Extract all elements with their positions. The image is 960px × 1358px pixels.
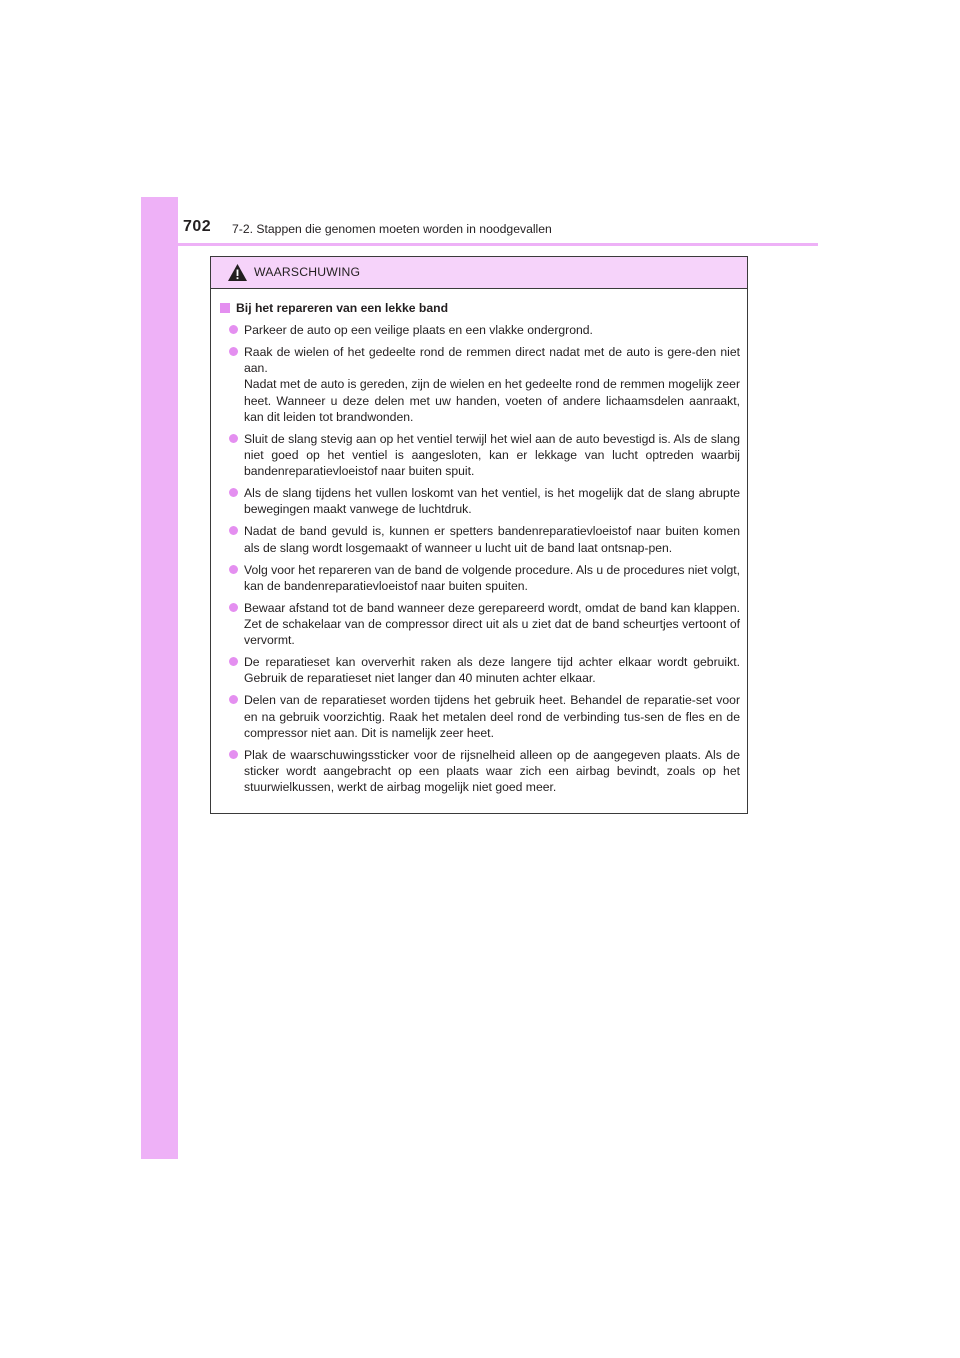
chapter-side-tab <box>141 197 178 1159</box>
list-item <box>219 600 740 649</box>
bullet-dot-icon <box>229 526 238 535</box>
list-item <box>219 523 740 555</box>
section-title: 7-2. Stappen die genomen moeten worden in noodgevallen <box>232 222 552 236</box>
list-item-text: Parkeer de auto op een veilige plaats en een vlakke ondergrond. <box>244 323 593 337</box>
bullet-dot-icon <box>229 750 238 759</box>
warning-triangle-icon <box>227 263 248 287</box>
list-item <box>219 431 740 480</box>
square-bullet-icon <box>220 303 230 313</box>
list-item-text: Sluit de slang stevig aan op het ventiel terwijl het wiel aan de auto bevestigd is. Als de slang niet goed op het ventiel is aangesloten, kan er lekkage van lucht optreden waarbij bandenreparatievloeistof naar buiten spuit. <box>244 431 740 479</box>
list-item-text: Bewaar afstand tot de band wanneer deze gerepareerd wordt, omdat de band kan klappen. Zet de schakelaar van de compressor direct uit als u ziet dat de band scheurtjes vertoont of vervormt. <box>244 600 740 648</box>
warning-box <box>210 256 748 814</box>
list-item-text: Raak de wielen of het gedeelte rond de remmen direct nadat met de auto is gere-den niet aan. Nadat met de auto is gereden, zijn de wielen en het gedeelte rond de remmen mogelijk zeer heet. Wanneer u deze delen met uw handen, voeten of andere lichaamsdelen aanraakt, kan dit leiden tot brandwonden. <box>244 345 740 424</box>
list-item <box>219 654 740 686</box>
list-item <box>219 485 740 517</box>
list-item-text: Nadat de band gevuld is, kunnen er spetters bandenreparatievloeistof naar buiten komen als de slang wordt losgemaakt of wanneer u lucht uit de band laat ontsnap-pen. <box>244 524 740 555</box>
bullet-dot-icon <box>229 695 238 704</box>
bullet-dot-icon <box>229 488 238 497</box>
bullet-dot-icon <box>229 603 238 612</box>
list-item-text: Volg voor het repareren van de band de volgende procedure. Als u de procedures niet volgt, kan de bandenreparatievloeistof naar buiten spuiten. <box>244 562 740 593</box>
list-item <box>219 562 740 594</box>
list-item <box>219 322 740 338</box>
page-number: 702 <box>183 218 212 235</box>
list-item-text: De reparatieset kan oververhit raken als deze langere tijd achter elkaar wordt gebruikt. Gebruik de reparatieset niet langer dan 40 minuten achter elkaar. <box>244 655 740 686</box>
bullet-dot-icon <box>229 347 238 356</box>
bullet-dot-icon <box>229 657 238 666</box>
list-item-text: Delen van de reparatieset worden tijdens het gebruik heet. Behandel de reparatie-set voor en na gebruik voorzichtig. Raak het metalen deel rond de verbinding tus-sen de fles en de compressor niet aan. Dit is namelijk zeer heet. <box>244 693 740 740</box>
header-rule <box>178 243 818 246</box>
list-item-text: Plak de waarschuwingssticker voor de rijsnelheid alleen op de aangegeven plaats. Als de sticker wordt aangebracht op een plaats waar zich een airbag bevindt, zoals op het stuurwielkussen, werkt de airbag mogelijk niet goed meer. <box>244 747 740 795</box>
warning-heading-text: Bij het repareren van een lekke band <box>236 301 449 315</box>
warning-heading <box>219 300 740 316</box>
list-item <box>219 747 740 796</box>
warning-body <box>211 289 747 795</box>
list-item-text: Als de slang tijdens het vullen loskomt van het ventiel, is het mogelijk dat de slang abrupte bewegingen maakt vanwege de luchtdruk. <box>244 486 740 517</box>
warning-list <box>219 322 740 795</box>
list-item <box>219 692 740 741</box>
bullet-dot-icon <box>229 325 238 334</box>
bullet-dot-icon <box>229 565 238 574</box>
bullet-dot-icon <box>229 434 238 443</box>
list-item <box>219 344 740 425</box>
warning-label: WAARSCHUWING <box>254 265 361 279</box>
warning-header <box>211 257 747 289</box>
